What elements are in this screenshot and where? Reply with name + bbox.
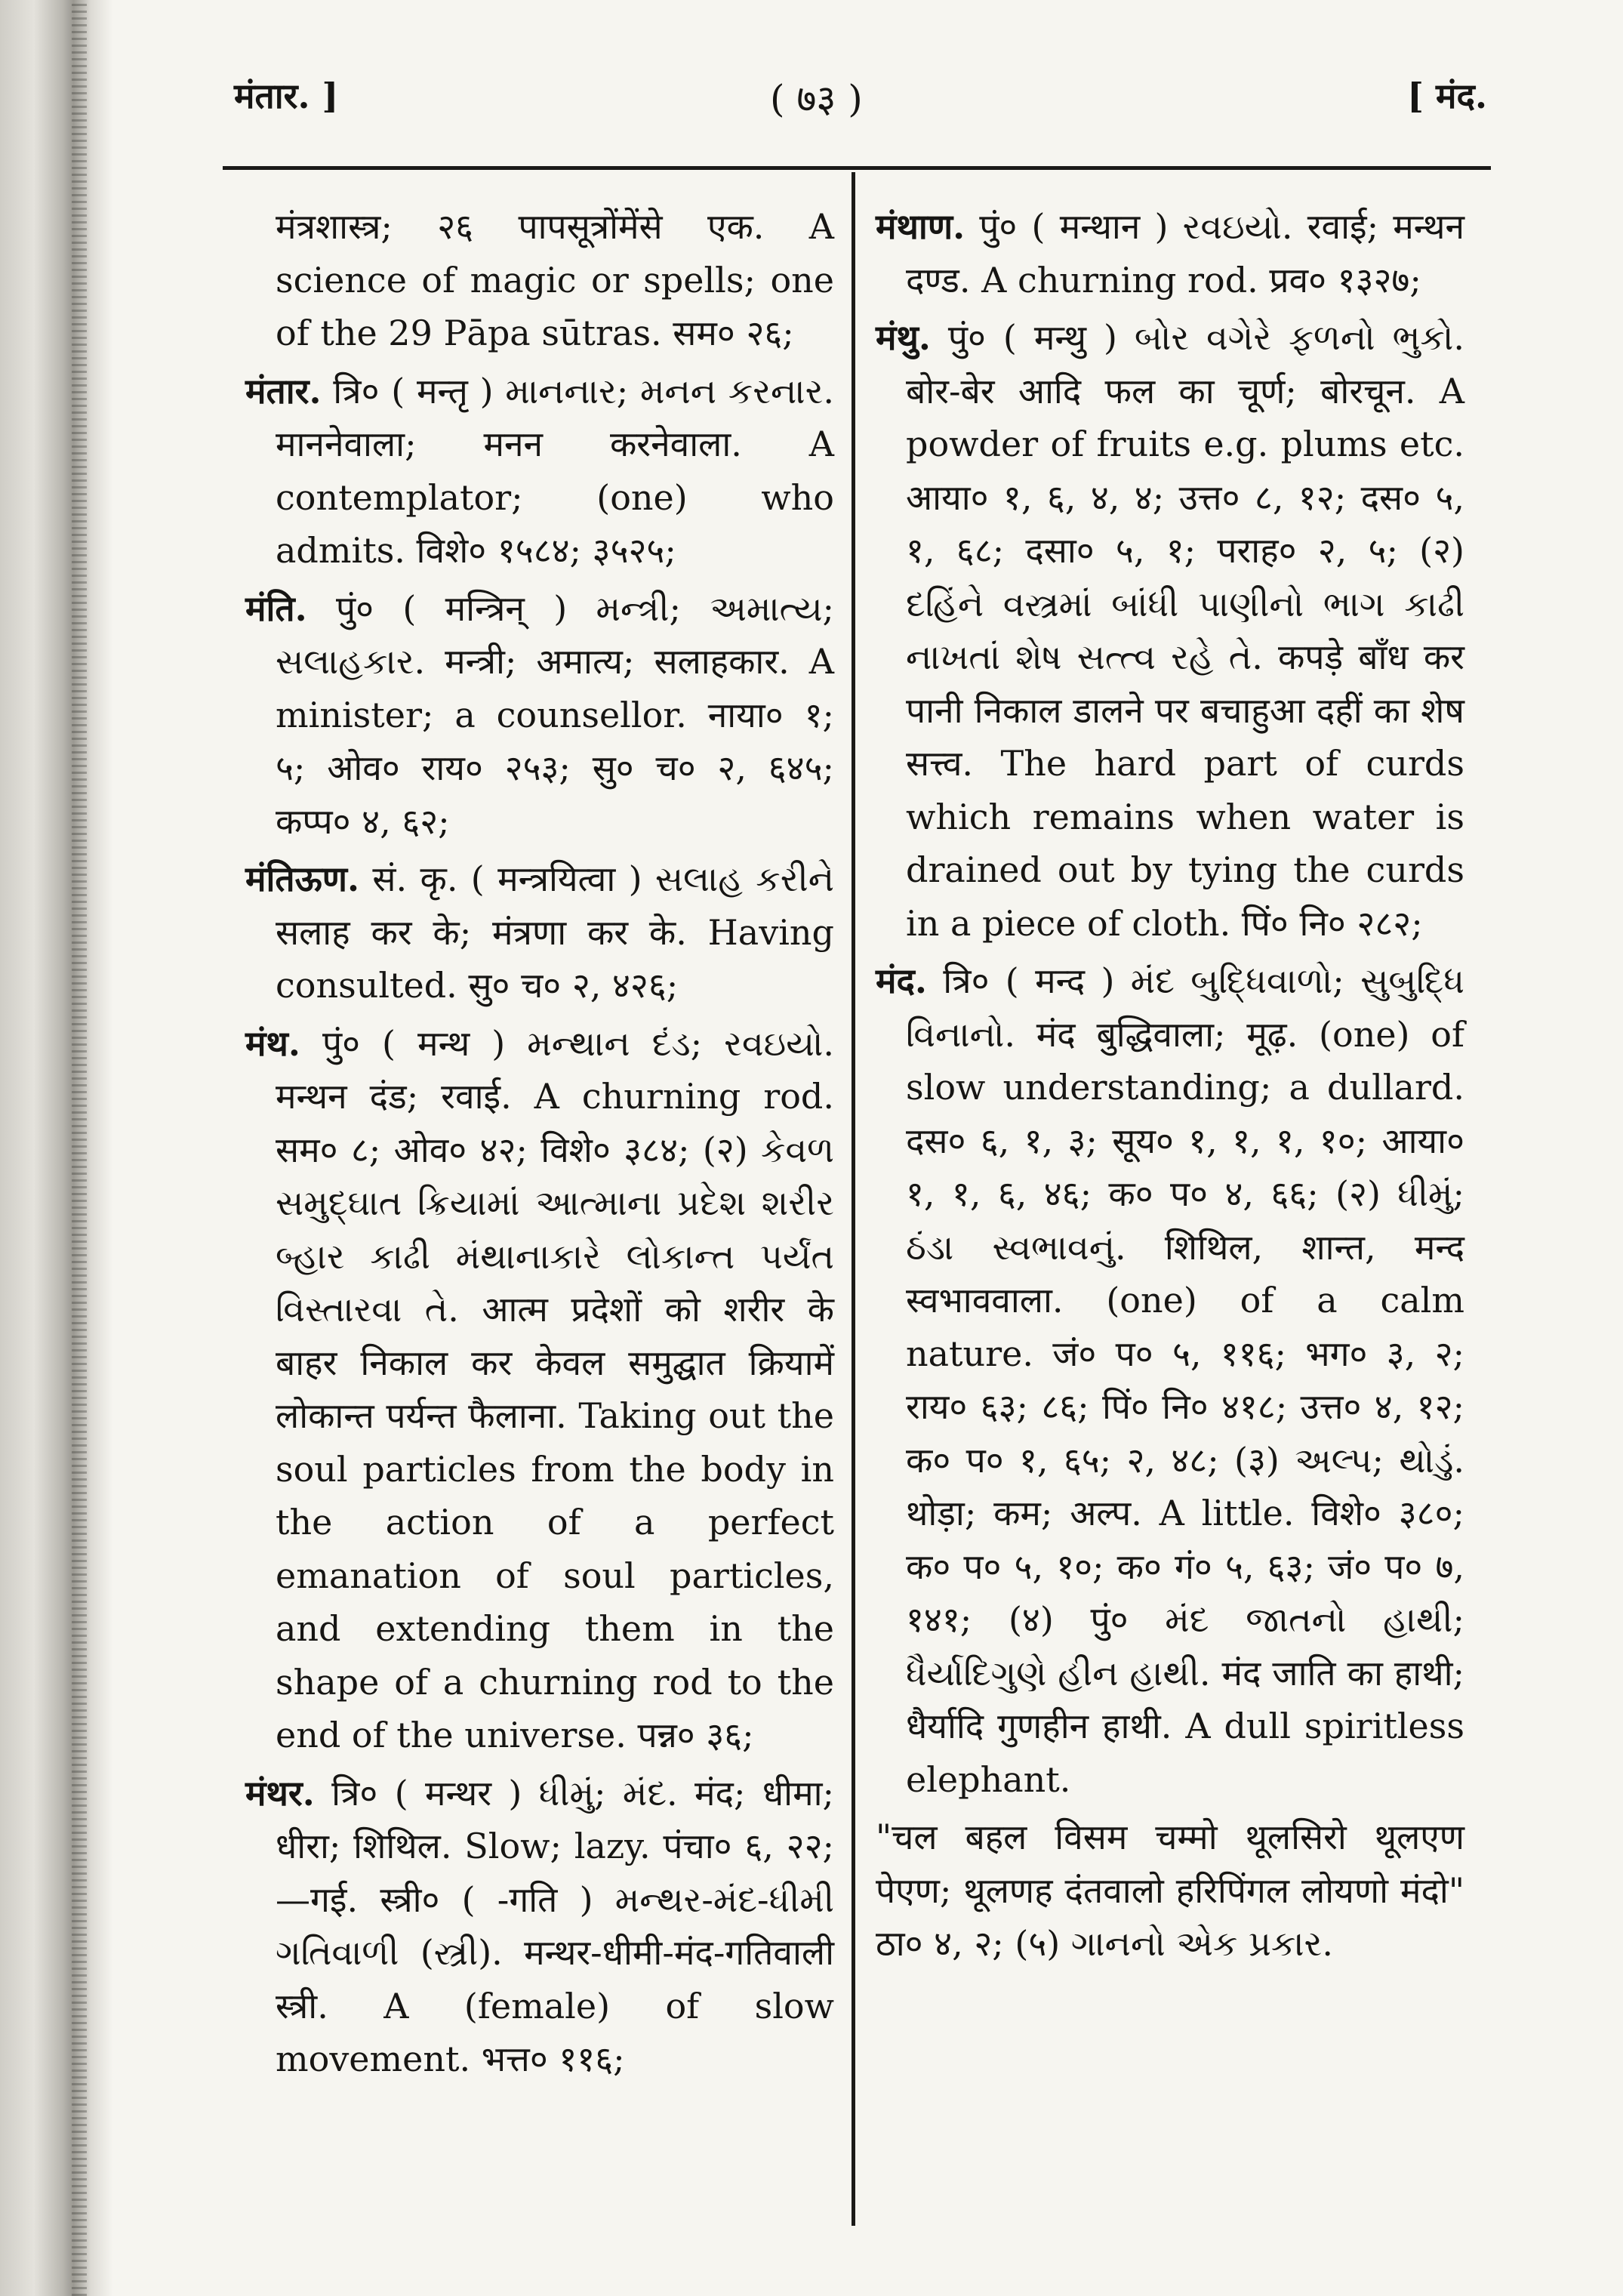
dictionary-entry bbox=[876, 200, 1464, 307]
entry-text: त्रि० ( मन्तृ ) માનનાર; મનન કરનાર. माननेवाला; मनन करनेवाला. A contemplator; (one) who admits. विशे० १५८४; ३५२५; bbox=[276, 370, 834, 571]
dictionary-entry bbox=[245, 852, 834, 1012]
header-first-headword: मंतार. ] bbox=[234, 76, 339, 116]
page-number: ( ७३ ) bbox=[770, 77, 863, 121]
header-last-headword: [ मंद. bbox=[1407, 76, 1487, 116]
left-column bbox=[245, 200, 834, 2091]
dictionary-entry bbox=[245, 365, 834, 578]
entry-text: मंत्रशास्त्र; २६ पापसूत्रोंमेंसे एक. A science of magic or spells; one of the 29 Pāpa sūtras. सम० २६; bbox=[276, 206, 834, 353]
page-header bbox=[226, 72, 1487, 132]
entry-text: पुं० ( मन्थान ) રવઇયો. रवाई; मन्थन दण्ड. A churning rod. प्रव० १३२७; bbox=[906, 206, 1464, 300]
entry-headword: मंद. bbox=[876, 960, 927, 1001]
entry-headword: मंतिऊण. bbox=[245, 858, 360, 899]
dictionary-entry bbox=[245, 582, 834, 849]
dictionary-entry bbox=[245, 1767, 834, 2086]
dictionary-entry-continued bbox=[245, 200, 834, 360]
header-rule bbox=[223, 166, 1491, 170]
entry-headword: मंथु. bbox=[876, 317, 931, 358]
entry-headword: मंथर. bbox=[245, 1772, 315, 1814]
entry-text: पुं० ( मन्त्रिन् ) મન્ત્રી; અમાત્ય; સલાહકાર. मन्त्री; अमात्य; सलाहकार. A minister; a counsellor. नाया० १; ५; ओव० राय० २५३; सु० च० २, ६४५; कप्प० ४, ६२; bbox=[276, 587, 834, 842]
entry-text: सं. कृ. ( मन्त्रयित्वा ) સલાહ કરીને सलाह कर के; मंत्रणा कर के. Having consulted. सु० च० २, ४२६; bbox=[276, 858, 834, 1006]
entry-text: पुं० ( मन्थ ) મન્થાન દંડ; રવઇયો. मन्थन दंड; रवाई. A churning rod. सम० ८; ओव० ४२; विशे० ३८४; (२) કેવળ સમુદ્ઘાત ક્રિયામાં આત્માના પ્રદેશ શરીર બ્હાર કાઢી મંથાનાકારે લોકાન્ત પર્યંત વિસ્તારવા તે. आत्म प्रदेशों को शरीर के बाहर निकाल कर केवल समुद्घात क्रियामें लोकान्त पर्यन्त फैलाना. Taking out the soul particles from the body in the action of a perfect emanation of soul particles, and extending them in the shape of a churning rod to the end of the universe. पन्न० ३६; bbox=[276, 1022, 834, 1755]
dictionary-entry bbox=[876, 954, 1464, 1806]
entry-headword: मंथाण. bbox=[876, 206, 965, 247]
dictionary-entry bbox=[876, 311, 1464, 950]
dictionary-entry bbox=[245, 1017, 834, 1762]
quoted-verse bbox=[876, 1811, 1464, 1971]
entry-text: "चल बहल विसम चम्मो थूलसिरो थूलएण पेएण; थूलणह दंतवालो हरिपिंगल लोयणो मंदो" ठा० ४, २; (५) ગાનનો એક પ્રકાર. bbox=[876, 1817, 1464, 1964]
column-divider bbox=[852, 172, 855, 2226]
book-binding-edge bbox=[0, 0, 113, 2296]
entry-text: त्रि० ( मन्द ) મંદ બુદ્ધિવાળો; સુબુદ્ધિ વિનાનો. मंद बुद्धिवाला; मूढ़. (one) of slow understanding; a dullard. दस० ६, १, ३; सूय० १, १, १, १०; आया० १, १, ६, ४६; क० प० ४, ६६; (२) ધીમું; ઠંડા સ્વભાવનું. शिथिल, शान्त, मन्द स्वभाववाला. (one) of a calm nature. जं० प० ५, ११६; भग० ३, २; राय० ६३; ८६; पिं० नि० ४१८; उत्त० ४, १२; क० प० १, ६५; २, ४८; (३) અલ્પ; થોડું. थोड़ा; कम; अल्प. A little. विशे० ३८०; क० प० ५, १०; क० गं० ५, ६३; जं० प० ७, १४१; (४) पुं० મંદ જાતનો હાથી; ધૈર્યાદિગુણે હીન હાથી. मंद जाति का हाथी; धैर्यादि गुणहीन हाथी. A dull spiritless elephant. bbox=[906, 960, 1464, 1800]
entry-headword: मंति. bbox=[245, 587, 307, 629]
right-column bbox=[876, 200, 1464, 1975]
entry-headword: मंथ. bbox=[245, 1022, 300, 1064]
entry-headword: मंतार. bbox=[245, 370, 322, 411]
entry-text: त्रि० ( मन्थर ) ધીમું; મંદ. मंद; धीमा; धीरा; शिथिल. Slow; lazy. पंचा० ६, २२; —गई. स्त्री० ( -गति ) મન્થર-મંદ-ધીમી ગતિવાળી (સ્ત્રી). मन्थर-धीमी-मंद-गतिवाली स्त्री. A (female) of slow movement. भत्त० ११६; bbox=[276, 1772, 834, 2079]
entry-text: पुं० ( मन्थु ) બોર વગેરે ફળનો ભુકો. बोर-बेर आदि फल का चूर्ण; बोरचून. A powder of fruits e.g. plums etc. आया० १, ६, ४, ४; उत्त० ८, १२; दस० ५, १, ६८; दसा० ५, १; पराह० २, ५; (२) દહિંને વસ્ત્રમાં બાંધી પાણીનો ભાગ કાઢી નાખતાં શેષ સત્ત્વ રહે તે. कपड़े बाँध कर पानी निकाल डालने पर बचाहुआ दहीं का शेष सत्त्व. The hard part of curds which remains when water is drained out by tying the curds in a piece of cloth. पिं० नि० २८२; bbox=[906, 317, 1464, 944]
